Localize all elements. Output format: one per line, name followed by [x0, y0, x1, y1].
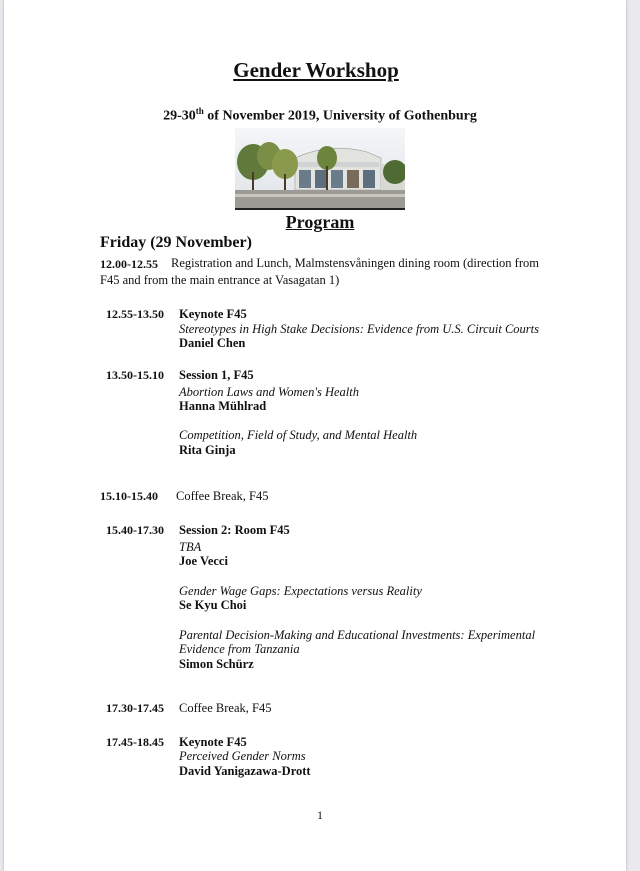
- session2-talk3-speaker: Simon Schürz: [179, 657, 254, 671]
- coffee2-text: Coffee Break, F45: [179, 701, 272, 715]
- event-date-location: 29-30th of November 2019, University of Gothenburg: [163, 106, 477, 124]
- session2-talk3-title-line1: Parental Decision-Making and Educational Investments: Experimental: [179, 628, 536, 642]
- session2-time: 15.40-17.30: [106, 523, 164, 537]
- session2-talk2-title: Gender Wage Gaps: Expectations versus Reality: [179, 584, 422, 598]
- session1-time: 13.50-15.10: [106, 368, 164, 382]
- keynote2-talk-title: Perceived Gender Norms: [179, 749, 306, 763]
- keynote1-talk-title: Stereotypes in High Stake Decisions: Evidence from U.S. Circuit Courts: [179, 322, 540, 336]
- keynote1-heading: Keynote F45: [179, 307, 247, 321]
- session1-heading: Session 1, F45: [179, 368, 254, 382]
- keynote2-heading: Keynote F45: [179, 735, 247, 749]
- registration-text-line2: F45 and from the main entrance at Vasagatan 1): [100, 273, 340, 287]
- university-building-photo: [235, 128, 405, 210]
- session1-talk2-title: Competition, Field of Study, and Mental Health: [179, 428, 418, 442]
- keynote1-speaker: Daniel Chen: [179, 336, 246, 350]
- coffee2-time: 17.30-17.45: [106, 701, 164, 715]
- coffee1-text: Coffee Break, F45: [176, 489, 269, 503]
- session2-talk2-speaker: Se Kyu Choi: [179, 598, 247, 612]
- session2-talk1-speaker: Joe Vecci: [179, 554, 228, 568]
- session1-talk2-speaker: Rita Ginja: [179, 443, 236, 457]
- registration-text-line1: Registration and Lunch, Malmstensvåningen dining room (direction from: [171, 256, 539, 270]
- session2-talk1-title: TBA: [179, 540, 202, 554]
- keynote2-time: 17.45-18.45: [106, 735, 164, 749]
- session2-talk3-title-line2: Evidence from Tanzania: [179, 642, 300, 656]
- session2-heading: Session 2: Room F45: [179, 523, 290, 537]
- keynote1-time: 12.55-13.50: [106, 307, 164, 321]
- document-title: Gender Workshop: [233, 58, 399, 82]
- coffee1-time: 15.10-15.40: [100, 489, 158, 503]
- keynote2-speaker: David Yanigazawa-Drott: [179, 764, 311, 778]
- day-heading: Friday (29 November): [100, 234, 252, 251]
- session1-talk1-title: Abortion Laws and Women's Health: [179, 385, 359, 399]
- page-number: 1: [317, 808, 323, 822]
- session1-talk1-speaker: Hanna Mühlrad: [179, 399, 267, 413]
- program-heading: Program: [285, 212, 355, 232]
- registration-time: 12.00-12.55: [100, 257, 158, 271]
